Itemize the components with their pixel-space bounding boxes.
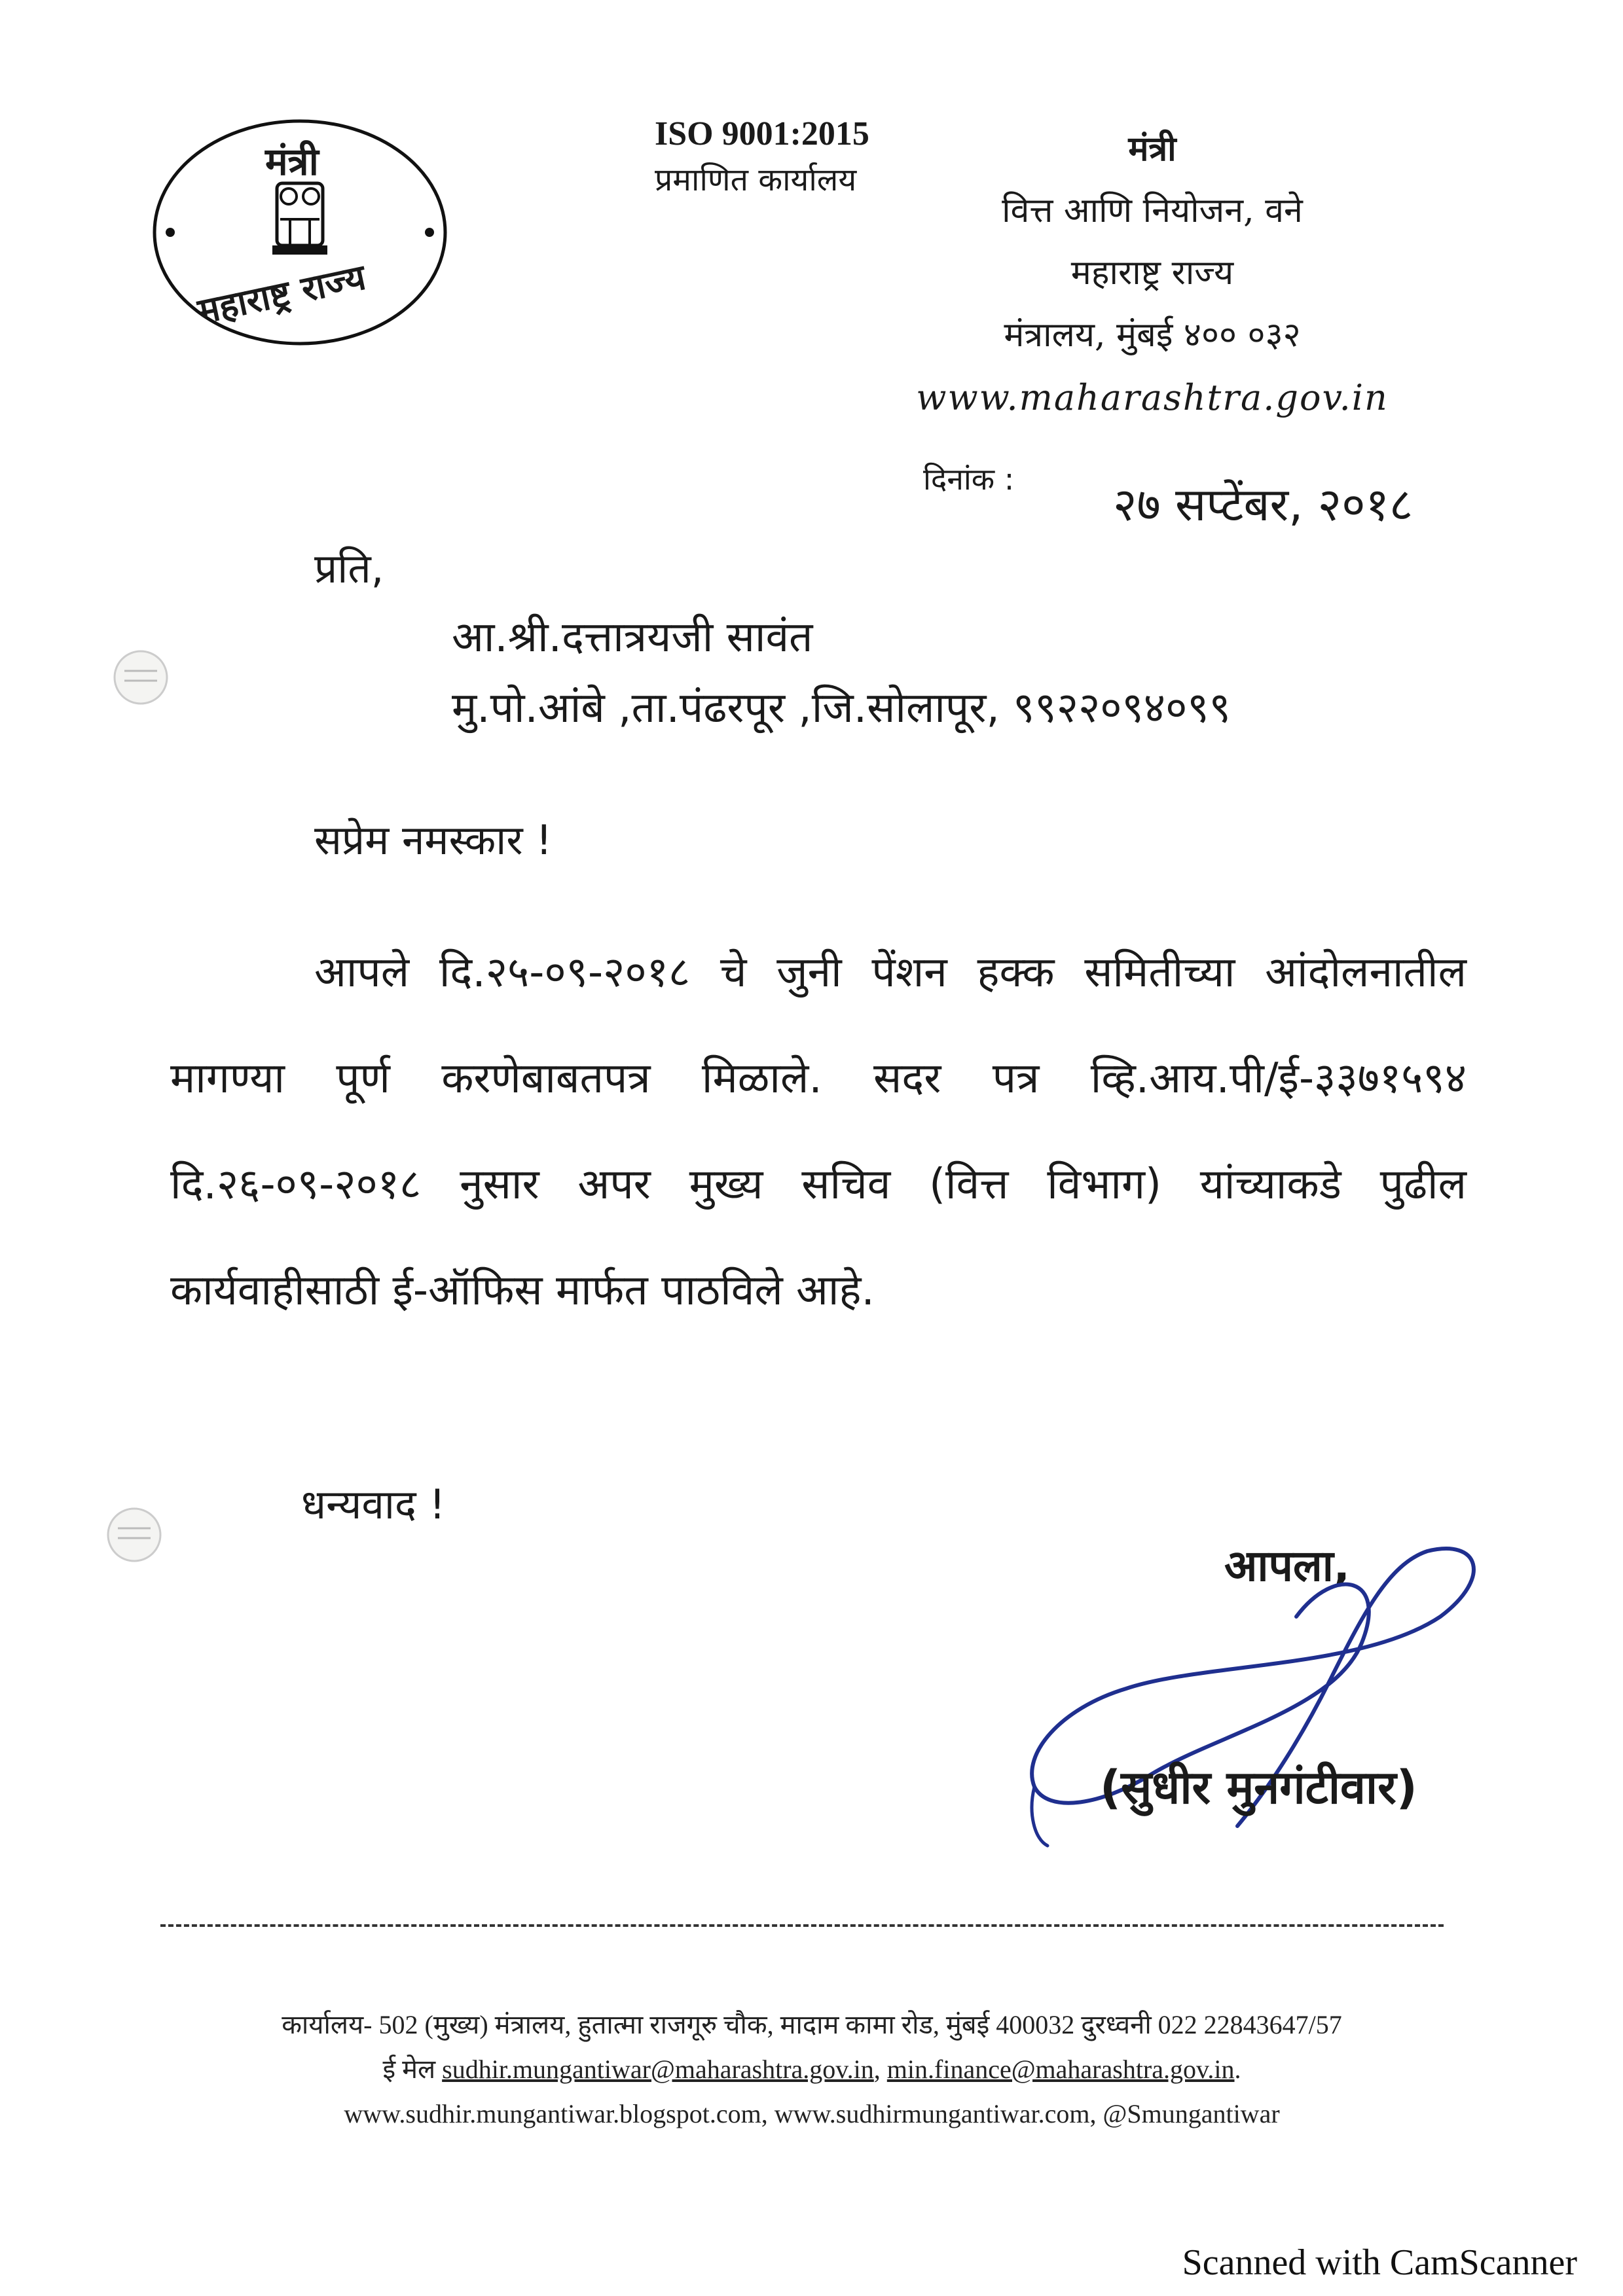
- scanner-watermark: Scanned with CamScanner: [1182, 2242, 1577, 2283]
- iso-standard: ISO 9001:2015: [655, 115, 869, 152]
- seal-bottom-text: महाराष्ट्र राज्य: [194, 256, 369, 332]
- sender-office: [903, 118, 1401, 429]
- footer: [131, 2003, 1493, 2136]
- signatory-name: (सुधीर मुनगंटीवार): [1100, 1761, 1417, 1814]
- recipient-name: आ.श्री.दत्तात्रयजी सावंत: [452, 613, 813, 662]
- footer-separator: [160, 1924, 1444, 1927]
- email-link-2[interactable]: min.finance@maharashtra.gov.in: [886, 2054, 1235, 2084]
- punch-hole-mark: [111, 648, 170, 707]
- sender-department: वित्त आणि नियोजन, वने: [1002, 191, 1303, 230]
- greeting: सप्रेम नमस्कार !: [314, 816, 553, 864]
- date-value: २७ सप्टेंबर, २०१८: [1113, 478, 1413, 531]
- email-link-1[interactable]: sudhir.mungantiwar@maharashtra.gov.in: [442, 2054, 874, 2084]
- letter-body: [170, 920, 1467, 1344]
- footer-address: कार्यालय- 502 (मुख्य) मंत्रालय, हुतात्मा राजगूरु चौक, मादाम कामा रोड, मुंबई 400032 दुरध्वनी 022 22843647/57: [282, 2010, 1342, 2039]
- sender-state: महाराष्ट्र राज्य: [1070, 253, 1234, 293]
- sender-title: मंत्री: [1128, 129, 1176, 169]
- footer-emails: ई मेल sudhir.mungantiwar@maharashtra.gov.in, min.finance@maharashtra.gov.in.: [382, 2054, 1241, 2084]
- body-paragraph: आपले दि.२५-०९-२०१८ चे जुनी पेंशन हक्क समितीच्या आंदोलनातील मागण्या पूर्ण करणेबाबतपत्र मिळाले. सदर पत्र व्हि.आय.पी/ई-३३७१५९४ दि.२६-०९-२०१८ नुसार अपर मुख्य सचिव (वित्त विभाग) यांच्याकडे पुढील कार्यवाहीसाठी ई-ऑफिस मार्फत पाठविले आहे.: [170, 948, 1467, 1315]
- recipient-address: मु.पो.आंबे ,ता.पंढरपूर ,जि.सोलापूर, ९९२२०९४०९९: [452, 684, 1231, 732]
- state-emblem-icon: [272, 183, 327, 255]
- date-label: दिनांक :: [923, 461, 1015, 497]
- punch-hole-mark: [105, 1505, 164, 1564]
- closing: आपला,: [1224, 1541, 1350, 1591]
- recipient-block: [452, 602, 1231, 744]
- sender-address: मंत्रालय, मुंबई ४०० ०३२: [1004, 315, 1301, 355]
- recipient-salutation: प्रति,: [314, 545, 384, 592]
- sender-website: www.maharashtra.gov.in: [916, 377, 1389, 418]
- seal-top-text: मंत्री: [265, 139, 319, 184]
- email-label: ई मेल: [382, 2054, 436, 2084]
- thanks: धन्यवाद !: [301, 1480, 446, 1528]
- footer-websites: www.sudhir.mungantiwar.blogspot.com, www.sudhirmungantiwar.com, @Smungantiwar: [344, 2099, 1280, 2128]
- certified-office-label: प्रमाणित कार्यालय: [655, 162, 857, 198]
- iso-certification: [655, 111, 869, 203]
